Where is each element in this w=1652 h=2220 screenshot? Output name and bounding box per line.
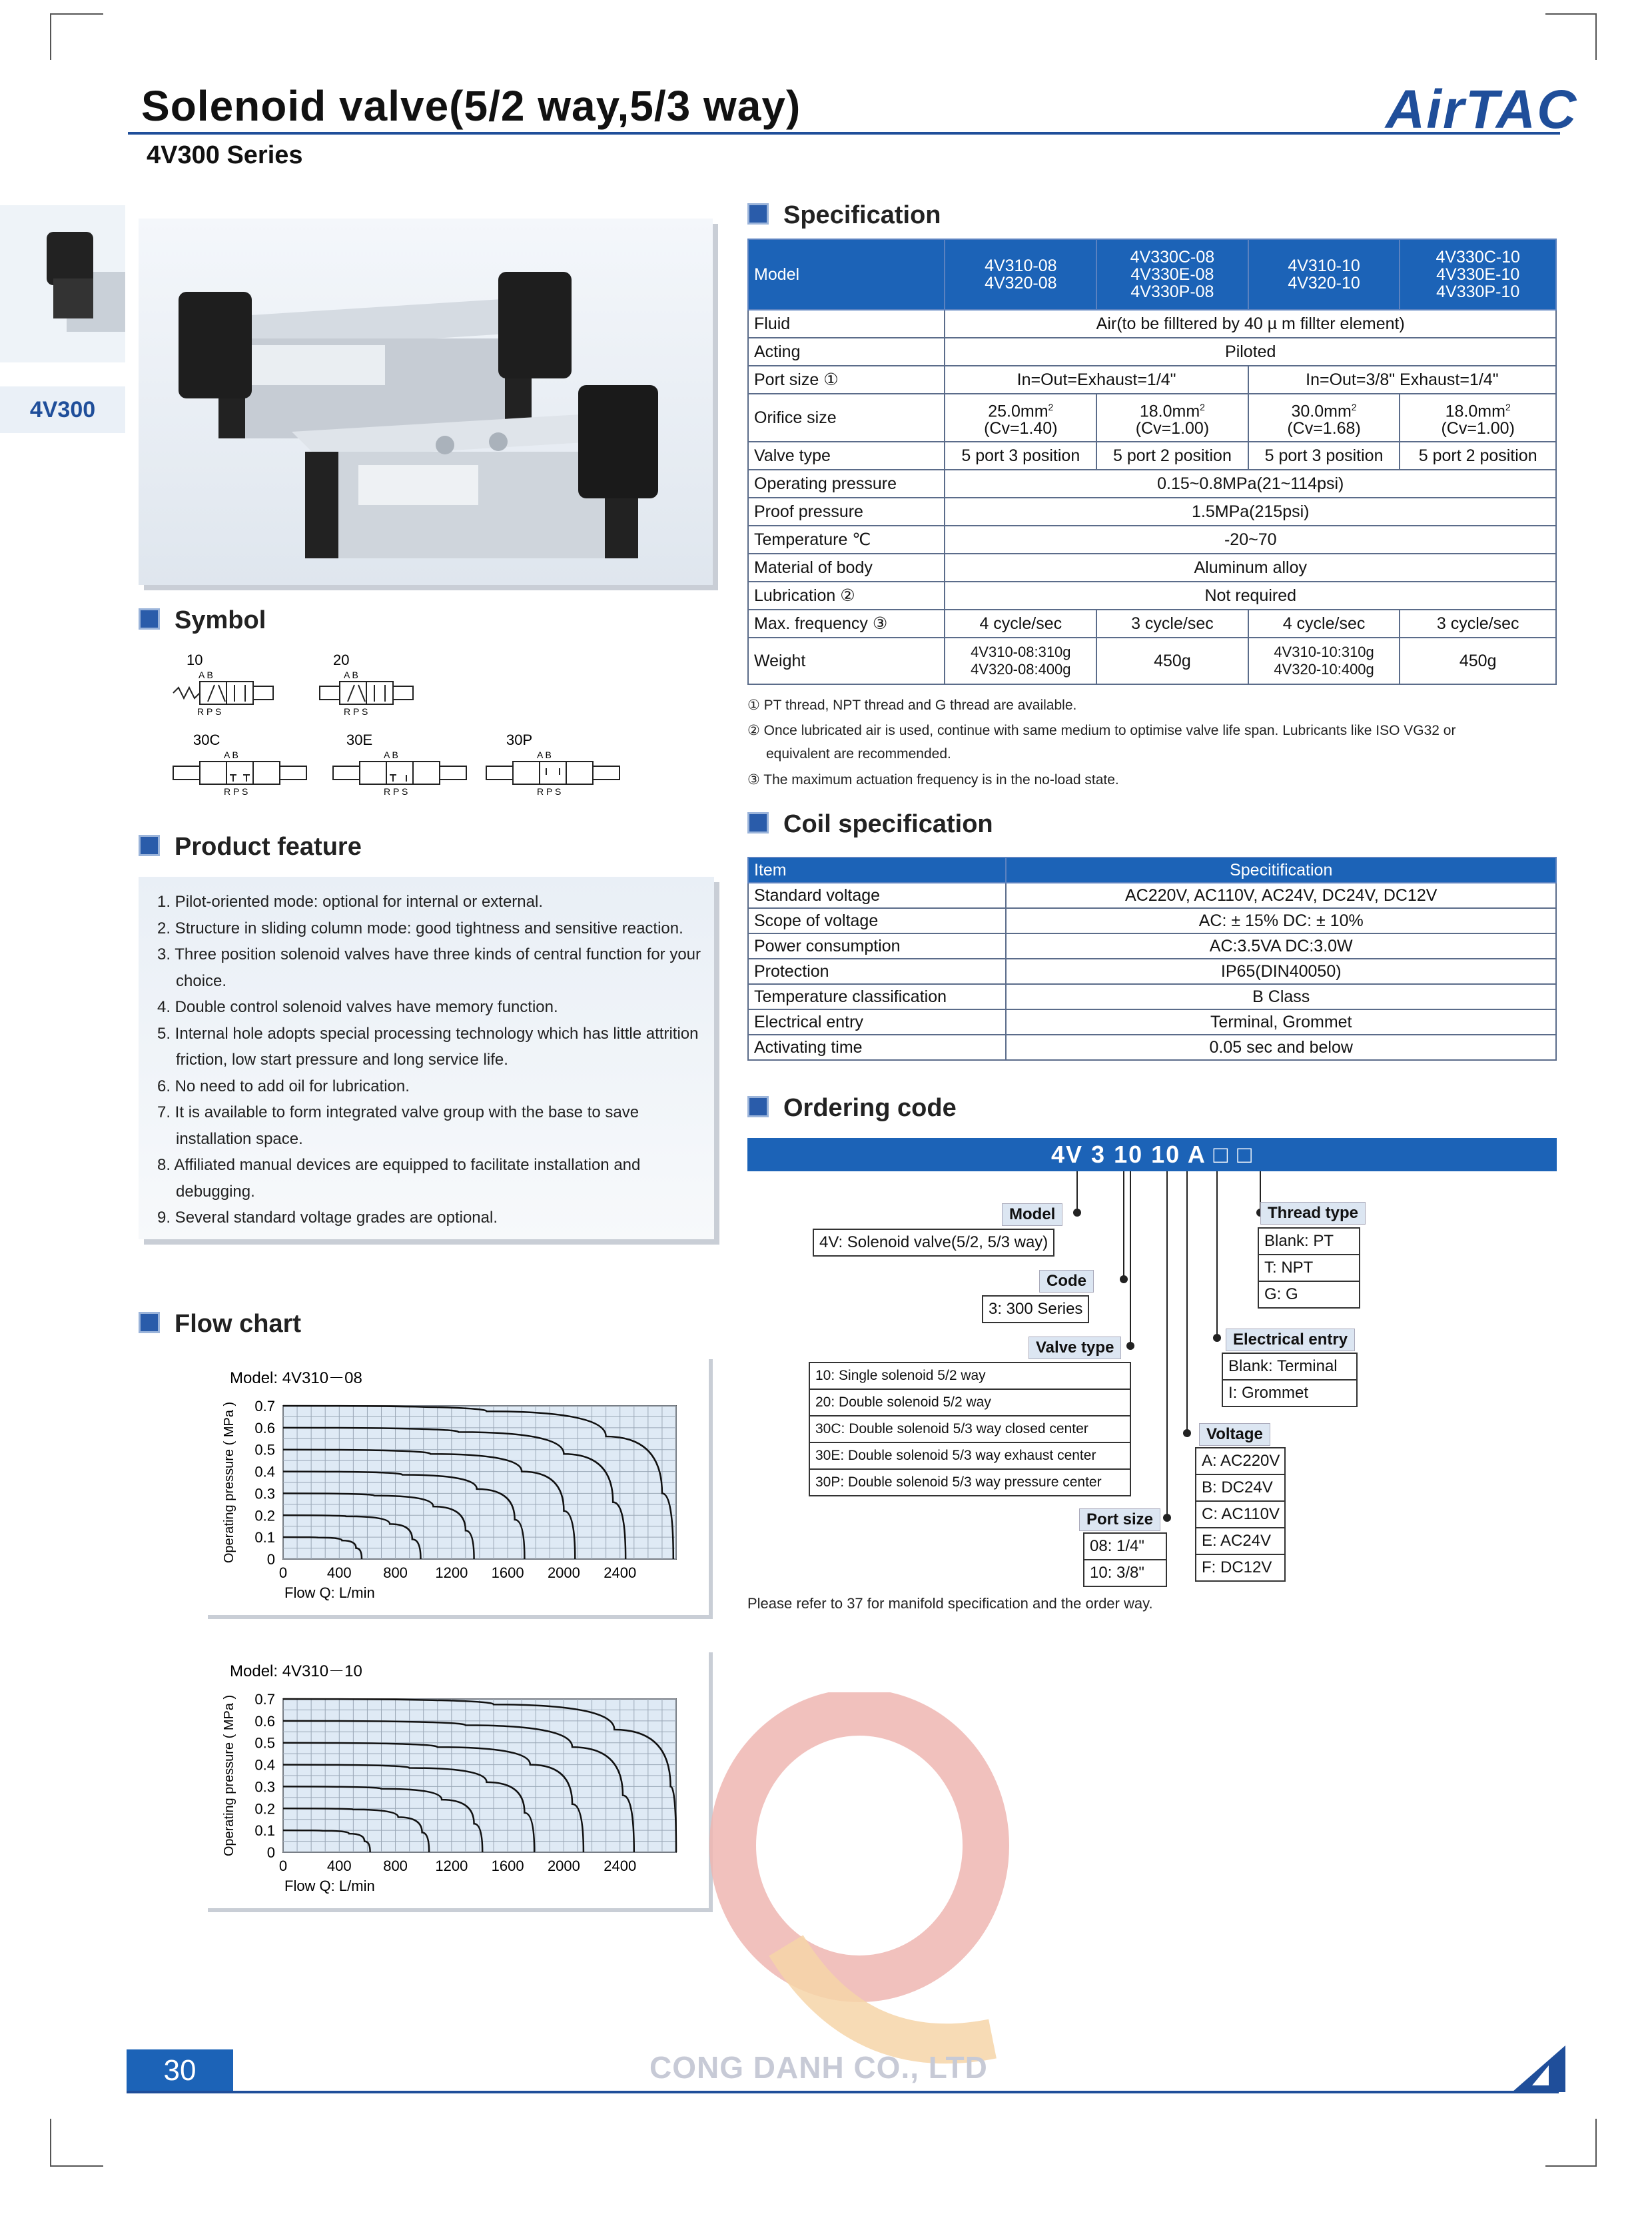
product-feature-heading: Product feature <box>139 833 362 861</box>
thread-type-options: Blank: PT T: NPT G: G <box>1258 1227 1360 1309</box>
table-row: Activating time 0.05 sec and below <box>748 1035 1556 1060</box>
section-bullet-icon <box>139 1312 160 1333</box>
side-thumbnail <box>0 205 125 362</box>
table-row: Proof pressure 1.5MPa(215psi) <box>748 498 1556 526</box>
table-row: Protection IP65(DIN40050) <box>748 959 1556 984</box>
code-options: 3: 300 Series <box>982 1295 1089 1323</box>
specification-heading: Specification <box>747 201 941 230</box>
feature-item: 2. Structure in sliding column mode: good tightness and sensitive reaction. <box>157 919 683 937</box>
table-row: Max. frequency ③ 4 cycle/sec 3 cycle/sec 4 cycle/sec 3 cycle/sec <box>748 610 1556 638</box>
symbol-ports-bottom: R P S <box>384 786 408 797</box>
table-row: Operating pressure 0.15~0.8MPa(21~114psi) <box>748 470 1556 498</box>
table-row: Valve type 5 port 3 position 5 port 2 position 5 port 3 position 5 port 2 position <box>748 442 1556 470</box>
symbol-ports-top: A B <box>224 750 238 760</box>
table-row: Scope of voltage AC: ± 15% DC: ± 10% <box>748 908 1556 933</box>
section-bullet-icon <box>139 608 160 630</box>
y-tick-label: 0.5 <box>254 1734 275 1752</box>
x-tick-label: 1600 <box>491 1858 524 1874</box>
x-tick-label: 800 <box>383 1858 408 1874</box>
footer-rule <box>127 2091 1559 2093</box>
x-tick-label: 0 <box>278 1564 288 1581</box>
table-row: Acting Piloted <box>748 338 1556 366</box>
x-tick-label: 2000 <box>547 1564 580 1581</box>
x-tick-label: 400 <box>326 1858 352 1874</box>
y-tick-label: 0.3 <box>254 1485 275 1502</box>
x-tick-label: 2000 <box>547 1858 580 1874</box>
model-cell: 4V330C-10 4V330E-10 4V330P-10 <box>1400 239 1556 310</box>
x-axis-label: Flow Q: L/min <box>284 1878 375 1894</box>
feature-item: 3. Three position solenoid valves have three kinds of central function for your choice. <box>157 945 701 990</box>
table-row: Port size ① In=Out=Exhaust=1/4" In=Out=3/8" Exhaust=1/4" <box>748 366 1556 394</box>
y-tick-label: 0 <box>266 1844 275 1861</box>
valve-type-label: Valve type <box>1029 1337 1121 1359</box>
title-rule <box>128 132 1560 135</box>
symbol-ports-bottom: R P S <box>344 706 368 717</box>
section-bullet-icon <box>747 812 769 833</box>
spec-note: ③ The maximum actuation frequency is in the no-load state. <box>747 772 1119 788</box>
side-series-label: 4V300 <box>0 386 125 433</box>
y-tick-label: 0.7 <box>254 1398 275 1414</box>
voltage-label: Voltage <box>1199 1423 1270 1446</box>
port-size-options: 08: 1/4" 10: 3/8" <box>1083 1532 1167 1587</box>
table-row: Power consumption AC:3.5VA DC:3.0W <box>748 933 1556 959</box>
symbol-label-30c: 30C <box>193 732 220 748</box>
coil-table <box>747 857 1557 1061</box>
x-tick-label: 0 <box>278 1858 288 1874</box>
model-cell: 4V310-10 4V320-10 <box>1248 239 1400 310</box>
x-tick-label: 800 <box>383 1564 408 1581</box>
y-axis-label: Operating pressure ( MPa ) <box>222 1694 236 1857</box>
table-row: Item Specitification <box>748 857 1556 883</box>
ordering-heading: Ordering code <box>747 1094 957 1123</box>
feature-list <box>157 889 710 1231</box>
symbol-ports-top: A B <box>344 670 358 680</box>
table-row: Standard voltage AC220V, AC110V, AC24V, DC24V, DC12V <box>748 883 1556 908</box>
y-tick-label: 0.2 <box>254 1800 275 1818</box>
feature-item: 5. Internal hole adopts special processing technology which has little attrition friction, low start pressure and long service life. <box>157 1024 699 1069</box>
chart-shadow <box>208 1615 713 1619</box>
y-tick-label: 0.3 <box>254 1778 275 1796</box>
x-tick-label: 2400 <box>604 1564 637 1581</box>
feature-item: 7. It is available to form integrated valve group with the base to save installation space. <box>157 1103 639 1148</box>
x-tick-label: 1600 <box>491 1564 524 1581</box>
valve-symbols-icon <box>160 652 666 805</box>
chart-title: Model: 4V310－08 <box>230 1369 362 1387</box>
table-row: Fluid Air(to be filltered by 40 µ m fillter element) <box>748 310 1556 338</box>
ordering-note: Please refer to 37 for manifold specification and the order way. <box>747 1595 1153 1612</box>
page-number: 30 <box>127 2049 233 2092</box>
table-row: Electrical entry Terminal, Grommet <box>748 1009 1556 1035</box>
symbol-ports-top: A B <box>537 750 552 760</box>
table-row: Lubrication ② Not required <box>748 582 1556 610</box>
voltage-options: A: AC220V B: DC24V C: AC110V E: AC24V F: DC12V <box>1195 1447 1286 1582</box>
y-axis-label: Operating pressure ( MPa ) <box>222 1401 236 1564</box>
y-tick-label: 0.7 <box>254 1691 275 1708</box>
feature-item: 1. Pilot-oriented mode: optional for internal or external. <box>157 893 543 911</box>
x-axis-label: Flow Q: L/min <box>284 1584 375 1601</box>
valve-type-options: 10: Single solenoid 5/2 way 20: Double solenoid 5/2 way 30C: Double solenoid 5/3 way closed center 30E: Double solenoid 5/3 way exhaust center 30P: Double solenoid 5/3 way pressure center <box>809 1362 1131 1496</box>
electrical-entry-options: Blank: Terminal I: Grommet <box>1222 1353 1358 1407</box>
x-tick-label: 1200 <box>435 1858 468 1874</box>
symbol-ports-bottom: R P S <box>224 786 248 797</box>
airtac-triangle-icon <box>1512 2045 1565 2092</box>
y-tick-label: 0.6 <box>254 1419 275 1436</box>
page-subtitle: 4V300 Series <box>147 141 303 169</box>
feature-item: 6. No need to add oil for lubrication. <box>157 1077 410 1095</box>
section-bullet-icon <box>139 835 160 856</box>
solenoid-valve-photo-icon <box>139 219 713 585</box>
model-options: 4V: Solenoid valve(5/2, 5/3 way) <box>813 1229 1054 1257</box>
valve-thumbnail-icon <box>0 205 125 362</box>
product-photo <box>139 219 713 585</box>
electrical-entry-label: Electrical entry <box>1226 1329 1355 1351</box>
y-tick-label: 0 <box>266 1551 275 1568</box>
section-bullet-icon <box>747 203 769 225</box>
y-tick-label: 0.4 <box>254 1756 275 1774</box>
symbol-label-30e: 30E <box>346 732 373 748</box>
y-tick-label: 0.6 <box>254 1712 275 1730</box>
model-label: Model <box>748 239 945 310</box>
airtac-logo <box>1386 79 1577 141</box>
symbol-ports-bottom: R P S <box>197 706 222 717</box>
specification-table <box>747 239 1557 685</box>
y-tick-label: 0.1 <box>254 1822 275 1840</box>
symbol-ports-top: A B <box>384 750 398 760</box>
x-tick-label: 1200 <box>435 1564 468 1581</box>
table-row: Temperature ℃ -20~70 <box>748 526 1556 554</box>
table-row: Orifice size $25.0mm^2$ (Cv=1.40) $18.0mm^2$ (Cv=1.00) $30.0mm^2$ (Cv=1.68) $18.0mm^2$ (Cv=1.00) <box>748 394 1556 442</box>
symbol-label-30p: 30P <box>506 732 533 748</box>
feature-item: 4. Double control solenoid valves have memory function. <box>157 998 558 1016</box>
spec-note: ② Once lubricated air is used, continue with same medium to optimise valve life span. Lubricants like ISO VG32 or <box>747 723 1456 738</box>
table-row: Temperature classification B Class <box>748 984 1556 1009</box>
table-row <box>748 239 1556 310</box>
footer-company: CONG DANH CO., LTD <box>649 2050 988 2085</box>
y-tick-label: 0.4 <box>254 1463 275 1480</box>
spec-note: ① PT thread, NPT thread and G thread are available. <box>747 698 1077 713</box>
flow-chart-heading: Flow chart <box>139 1310 301 1339</box>
feature-item: 8. Affiliated manual devices are equipped to facilitate installation and debugging. <box>157 1156 641 1201</box>
code-label: Code <box>1039 1270 1094 1293</box>
section-bullet-icon <box>747 1096 769 1117</box>
x-tick-label: 400 <box>326 1564 352 1581</box>
spec-note: equivalent are recommended. <box>766 746 951 762</box>
y-tick-label: 0.5 <box>254 1441 275 1458</box>
symbol-ports-bottom: R P S <box>537 786 562 797</box>
x-tick-label: 2400 <box>604 1858 637 1874</box>
model-cell: 4V330C-08 4V330E-08 4V330P-08 <box>1096 239 1248 310</box>
table-row: Material of body Aluminum alloy <box>748 554 1556 582</box>
thread-type-label: Thread type <box>1260 1202 1366 1225</box>
port-size-label: Port size <box>1079 1508 1160 1531</box>
logo-text: AirTAC <box>1386 79 1578 140</box>
ordering-code-bar: 4V 3 10 10 A □ □ <box>747 1138 1557 1171</box>
flow-chart-4v310-08 <box>213 1359 706 1612</box>
symbol-label-20: 20 <box>333 652 350 668</box>
coil-heading: Coil specification <box>747 810 993 839</box>
chart-title: Model: 4V310－10 <box>230 1662 362 1680</box>
chart-shadow <box>709 1359 713 1619</box>
model-label: Model <box>1002 1203 1062 1226</box>
watermark-logo-icon <box>706 1692 1013 2065</box>
symbol-ports-top: A B <box>199 670 213 680</box>
chart-shadow <box>208 1908 713 1912</box>
model-cell: 4V310-08 4V320-08 <box>945 239 1096 310</box>
symbol-heading: Symbol <box>139 606 266 635</box>
flow-chart-4v310-10 <box>213 1652 706 1906</box>
feature-item: 9. Several standard voltage grades are optional. <box>157 1209 498 1227</box>
y-tick-label: 0.2 <box>254 1507 275 1524</box>
symbol-diagrams <box>160 652 666 805</box>
table-row: Weight 4V310-08:310g 4V320-08:400g 450g 4V310-10:310g 4V320-10:400g 450g <box>748 638 1556 684</box>
y-tick-label: 0.1 <box>254 1529 275 1546</box>
page-title: Solenoid valve(5/2 way,5/3 way) <box>141 82 801 130</box>
symbol-label-10: 10 <box>187 652 203 668</box>
